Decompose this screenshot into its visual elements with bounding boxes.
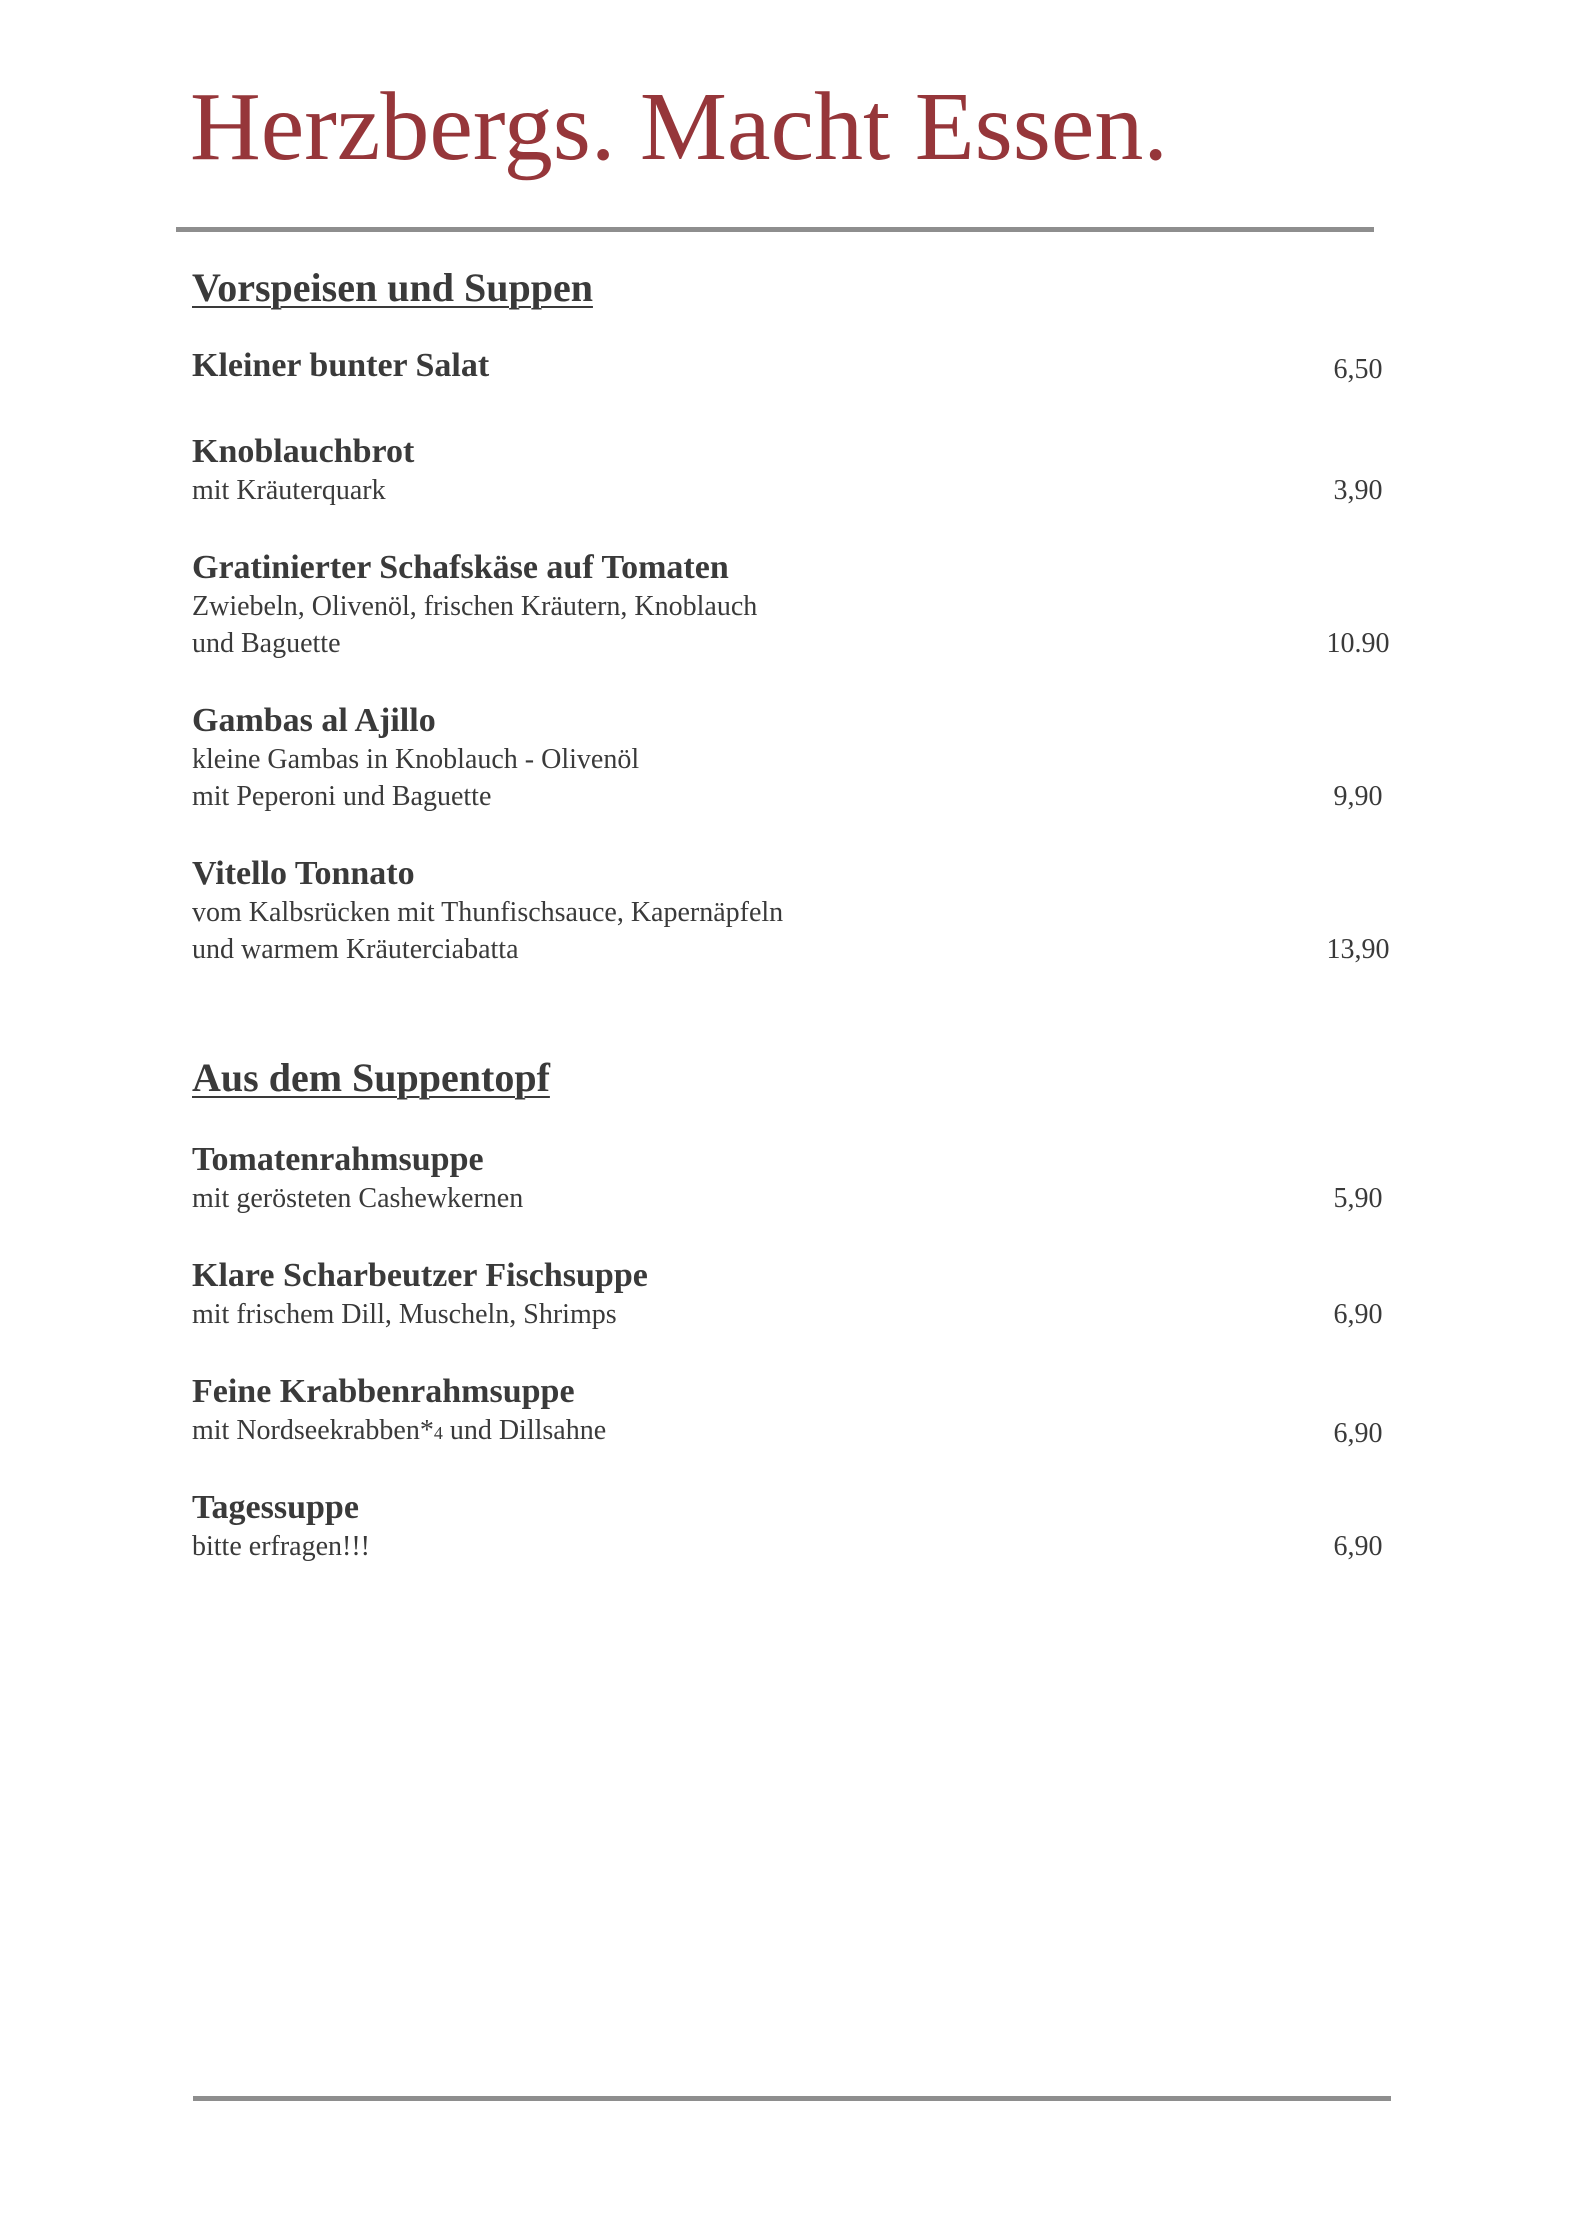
menu-item-description: mit frischem Dill, Muscheln, Shrimps	[192, 1299, 617, 1330]
menu-item-price: 3,90	[1333, 475, 1383, 506]
menu-item	[192, 432, 1392, 509]
menu-item	[192, 346, 1392, 386]
menu-item-price: 6,90	[1333, 1299, 1383, 1330]
menu-item-name: Vitello Tonnato	[192, 855, 415, 892]
menu-item	[192, 1372, 1392, 1452]
bottom-divider	[193, 2096, 1391, 2101]
menu-item-description: und warmem Kräuterciabatta	[192, 934, 519, 965]
menu-item	[192, 854, 1392, 968]
menu-item-name: Feine Krabbenrahmsuppe	[192, 1373, 575, 1410]
footnote-marker: 4	[433, 1423, 443, 1443]
section-heading-suppentopf: Aus dem Suppentopf	[192, 1055, 550, 1100]
top-divider	[176, 227, 1374, 232]
menu-item	[192, 1256, 1392, 1333]
menu-item	[192, 1140, 1392, 1217]
menu-item-price: 9,90	[1333, 781, 1383, 812]
menu-item-price: 10.90	[1326, 628, 1390, 659]
menu-item-price: 6,90	[1333, 1418, 1383, 1449]
menu-item-price: 5,90	[1333, 1183, 1383, 1214]
menu-item-description-text: mit Nordseekrabben*	[192, 1415, 434, 1446]
menu-item-name: Gambas al Ajillo	[192, 702, 436, 739]
menu-item-description-text: und Dillsahne	[442, 1415, 607, 1446]
menu-item-name: Tomatenrahmsuppe	[192, 1141, 484, 1178]
menu-item-name: Gratinierter Schafskäse auf Tomaten	[192, 549, 729, 586]
menu-item-description: vom Kalbsrücken mit Thunfischsauce, Kapernäpfeln	[192, 897, 784, 928]
menu-item-name: Knoblauchbrot	[192, 433, 415, 470]
menu-item-description: mit gerösteten Cashewkernen	[192, 1183, 524, 1214]
section-heading-vorspeisen: Vorspeisen und Suppen	[192, 265, 593, 310]
menu-item-description: bitte erfragen!!!	[192, 1531, 370, 1562]
menu-item	[192, 1488, 1392, 1565]
menu-item	[192, 701, 1392, 815]
menu-item-description: mit Kräuterquark	[192, 475, 386, 506]
menu-item	[192, 548, 1392, 662]
menu-item-price: 6,50	[1333, 354, 1383, 385]
menu-item-description: kleine Gambas in Knoblauch - Olivenöl	[192, 744, 640, 775]
menu-item-description: und Baguette	[192, 628, 341, 659]
menu-item-name: Klare Scharbeutzer Fischsuppe	[192, 1257, 648, 1294]
menu-item-description: Zwiebeln, Olivenöl, frischen Kräutern, Knoblauch	[192, 591, 758, 622]
menu-item-name: Tagessuppe	[192, 1489, 359, 1526]
menu-item-description	[192, 1412, 1392, 1452]
menu-item-name: Kleiner bunter Salat	[192, 347, 490, 384]
menu-item-price: 6,90	[1333, 1531, 1383, 1562]
page-title: Herzbergs. Macht Essen.	[190, 73, 1168, 181]
menu-item-price: 13,90	[1326, 934, 1390, 965]
menu-item-description: mit Peperoni und Baguette	[192, 781, 492, 812]
